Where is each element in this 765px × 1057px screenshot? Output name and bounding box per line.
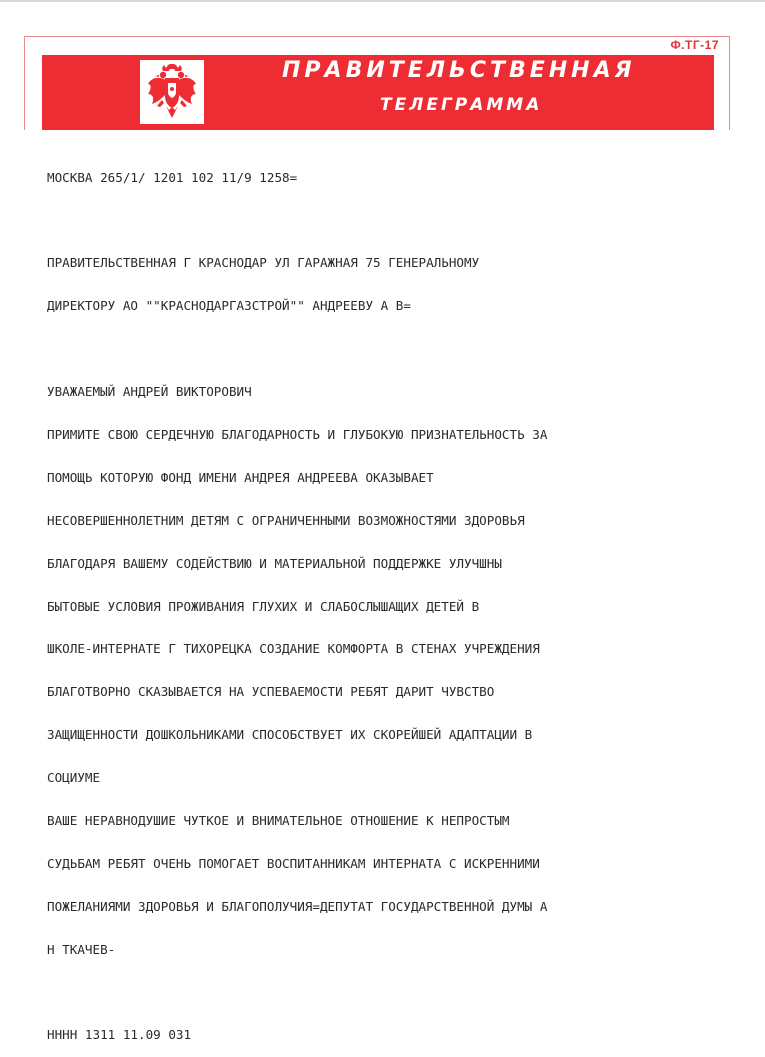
spacer xyxy=(47,213,747,227)
message-line: ПОЖЕЛАНИЯМИ ЗДОРОВЬЯ И БЛАГОПОЛУЧИЯ=ДЕПУТАТ ГОСУДАРСТВЕННОЙ ДУМЫ А xyxy=(47,898,548,914)
header-title: ПРАВИТЕЛЬСТВЕННАЯ xyxy=(282,58,636,83)
spacer xyxy=(47,342,747,356)
double-headed-eagle-icon xyxy=(146,64,198,120)
spacer xyxy=(47,986,747,1000)
message-line: БЫТОВЫЕ УСЛОВИЯ ПРОЖИВАНИЯ ГЛУХИХ И СЛАБОСЛЫШАЩИХ ДЕТЕЙ В xyxy=(47,598,480,614)
message-line: БЛАГОТВОРНО СКАЗЫВАЕТСЯ НА УСПЕВАЕМОСТИ РЕБЯТ ДАРИТ ЧУВСТВО xyxy=(47,684,495,700)
address-line: ПРАВИТЕЛЬСТВЕННАЯ Г КРАСНОДАР УЛ ГАРАЖНАЯ 75 ГЕНЕРАЛЬНОМУ xyxy=(47,255,480,271)
message-line: ВАШЕ НЕРАВНОДУШИЕ ЧУТКОЕ И ВНИМАТЕЛЬНОЕ ОТНОШЕНИЕ К НЕПРОСТЫМ xyxy=(47,812,510,828)
message-line: ПОМОЩЬ КОТОРУЮ ФОНД ИМЕНИ АНДРЕЯ АНДРЕЕВА ОКАЗЫВАЕТ xyxy=(47,469,434,485)
message-line: УВАЖАЕМЫЙ АНДРЕЙ ВИКТОРОВИЧ xyxy=(47,384,252,400)
message-line: СУДЬБАМ РЕБЯТ ОЧЕНЬ ПОМОГАЕТ ВОСПИТАННИКАМ ИНТЕРНАТА С ИСКРЕННИМИ xyxy=(47,855,540,871)
message-line: ПРИМИТЕ СВОЮ СЕРДЕЧНУЮ БЛАГОДАРНОСТЬ И ГЛУБОКУЮ ПРИЗНАТЕЛЬНОСТЬ ЗА xyxy=(47,426,548,442)
address-line: ДИРЕКТОРУ АО ""КРАСНОДАРГАЗСТРОЙ"" АНДРЕЕВУ А В= xyxy=(47,298,411,314)
telegram-body xyxy=(47,142,747,1057)
form-code: Ф.ТГ-17 xyxy=(670,38,719,52)
message-line: ШКОЛЕ-ИНТЕРНАТЕ Г ТИХОРЕЦКА СОЗДАНИЕ КОМФОРТА В СТЕНАХ УЧРЕЖДЕНИЯ xyxy=(47,641,540,657)
origin-line: МОСКВА 265/1/ 1201 102 11/9 1258= xyxy=(47,169,298,185)
message-line: СОЦИУМЕ xyxy=(47,770,101,786)
footer-line: НННН 1311 11.09 031 xyxy=(47,1027,192,1043)
scan-edge xyxy=(0,0,765,2)
message-line: БЛАГОДАРЯ ВАШЕМУ СОДЕЙСТВИЮ И МАТЕРИАЛЬНОЙ ПОДДЕРЖКЕ УЛУЧШНЫ xyxy=(47,555,502,571)
message-line: НЕСОВЕРШЕННОЛЕТНИМ ДЕТЯМ С ОГРАНИЧЕННЫМИ ВОЗМОЖНОСТЯМИ ЗДОРОВЬЯ xyxy=(47,512,525,528)
message-line: ЗАЩИЩЕННОСТИ ДОШКОЛЬНИКАМИ СПОСОБСТВУЕТ ИХ СКОРЕЙШЕЙ АДАПТАЦИИ В xyxy=(47,727,533,743)
message-line: Н ТКАЧЕВ- xyxy=(47,941,116,957)
telegram-header-band xyxy=(42,55,714,130)
emblem-icon xyxy=(140,60,204,124)
header-subtitle: ТЕЛЕГРАММА xyxy=(380,95,543,115)
